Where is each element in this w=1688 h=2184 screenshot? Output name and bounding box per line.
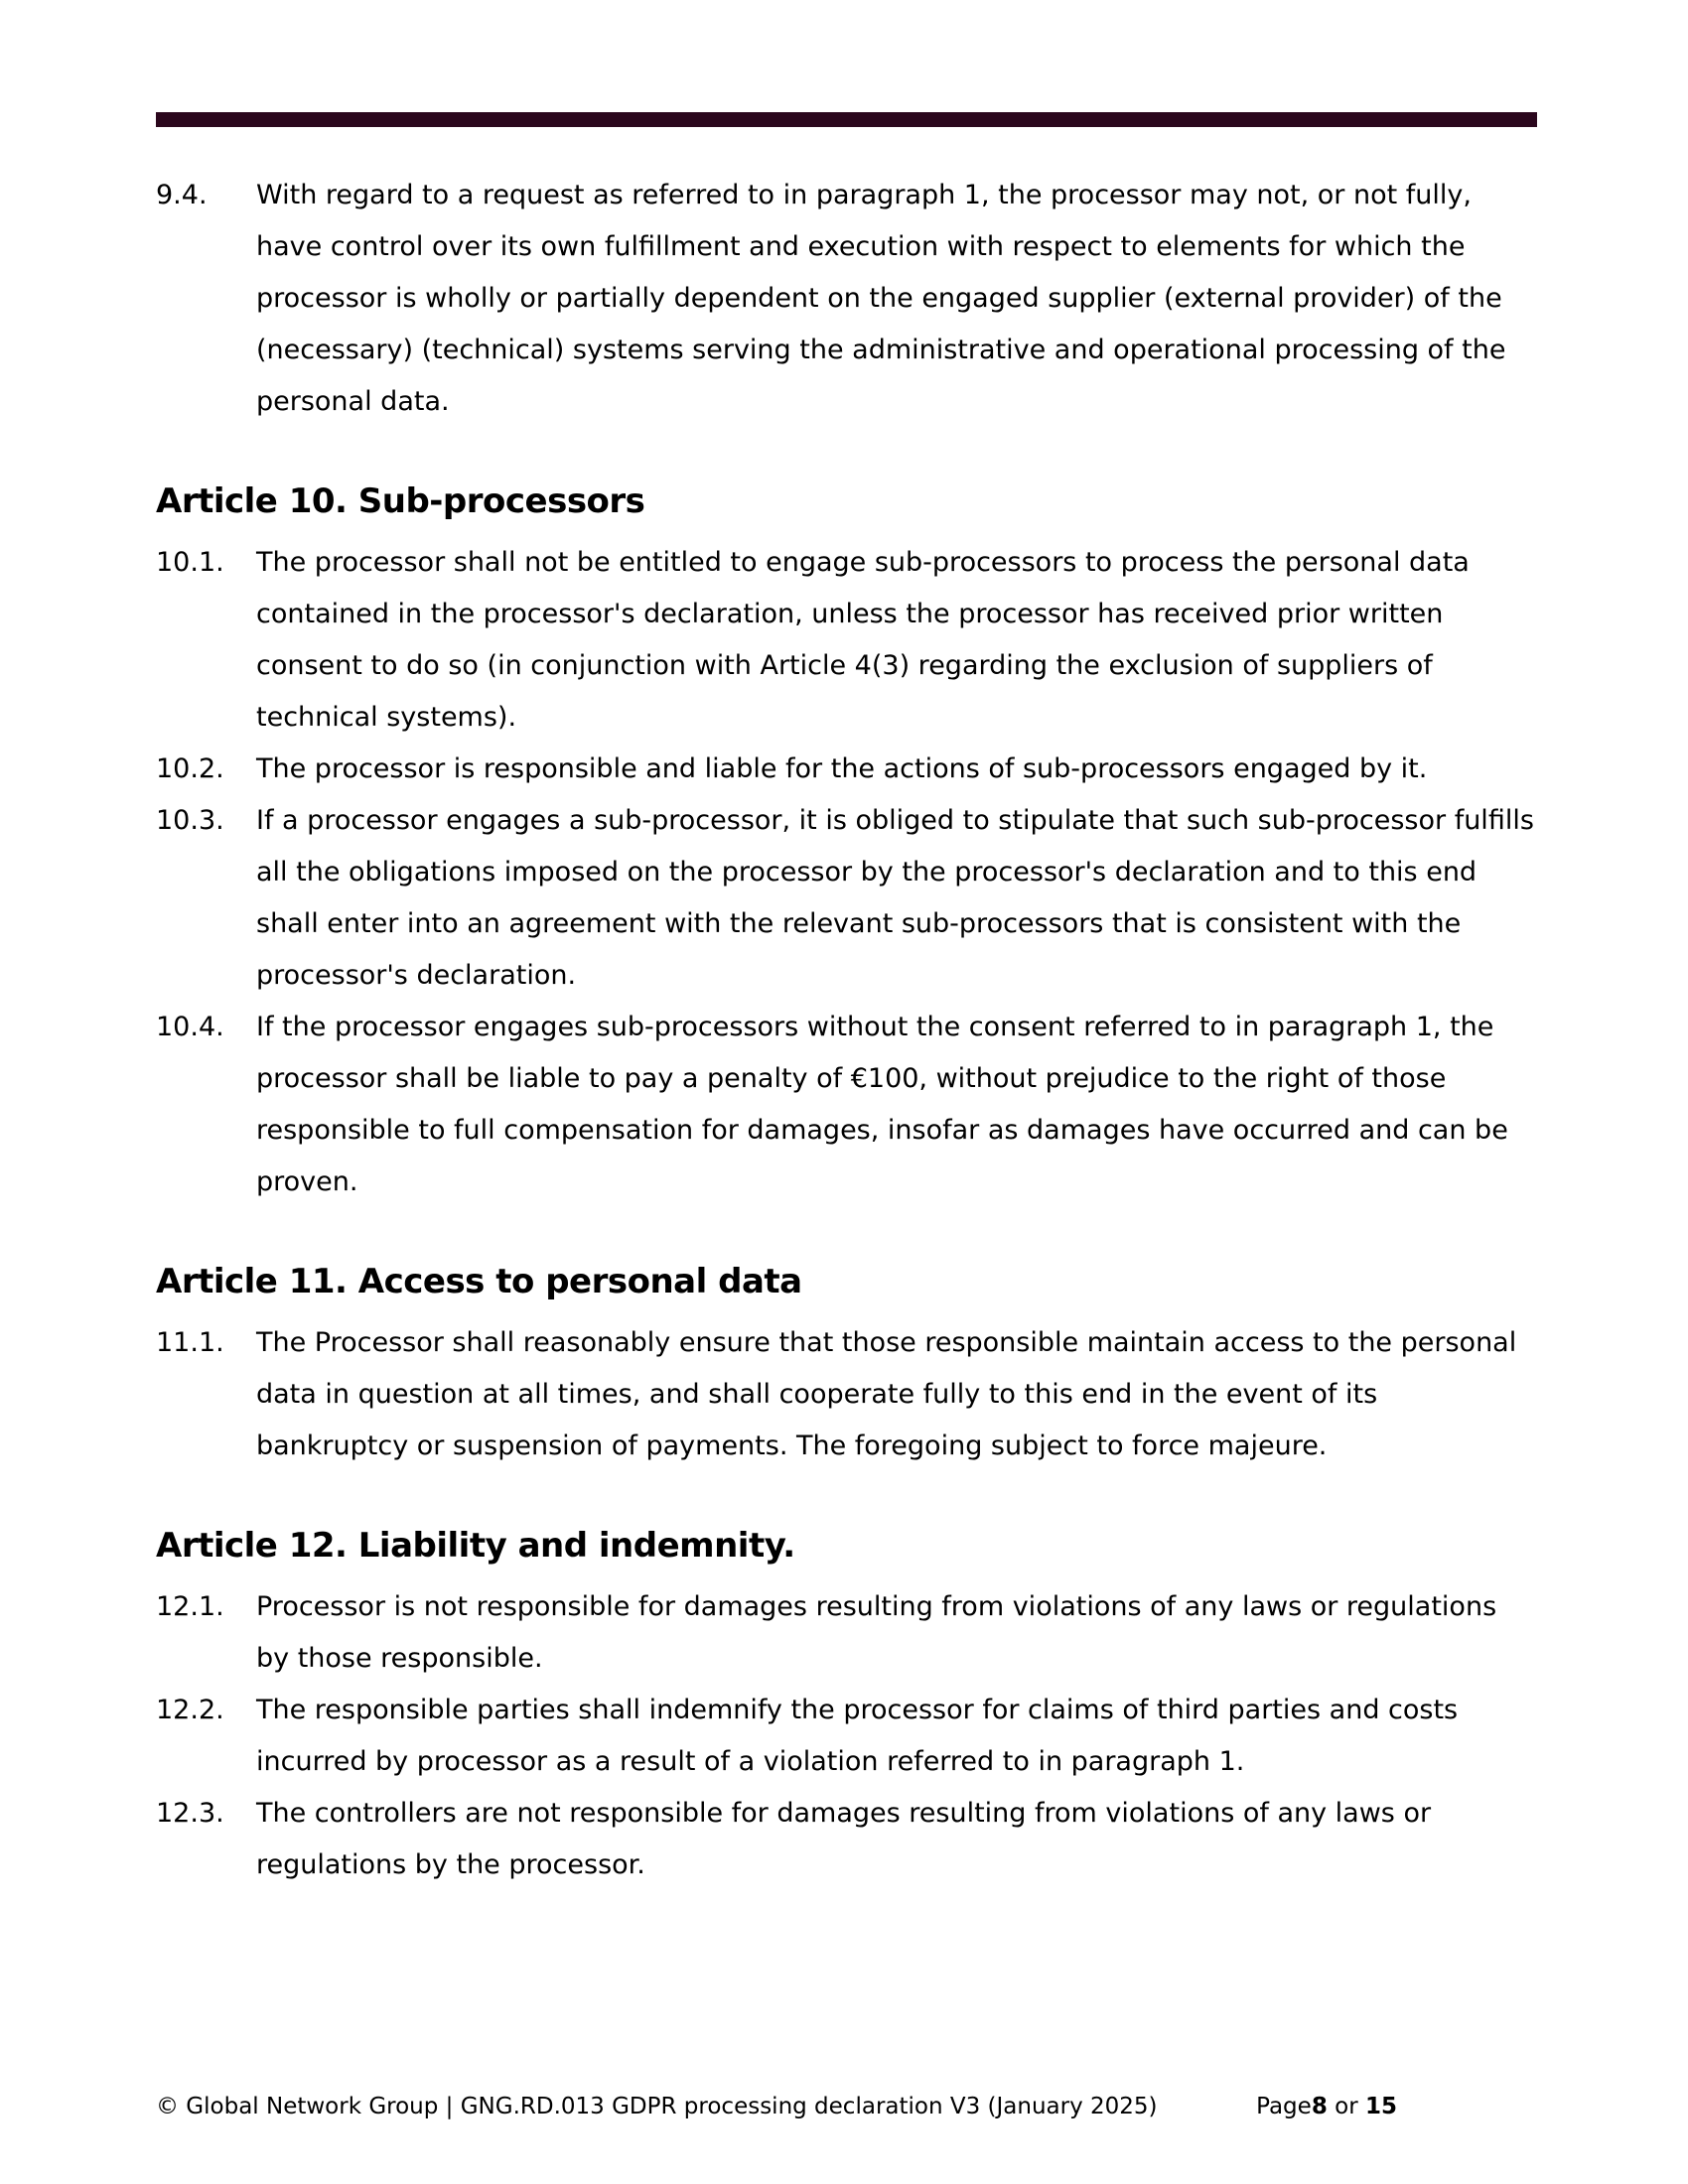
clause-text: The Processor shall reasonably ensure that those responsible maintain access to the personal data in question at all times, and shall cooperate fully to this end in the event of its bankruptcy or suspension of payments. The foregoing subject to force majeure.: [256, 1327, 1517, 1461]
clause-number: 12.3.: [156, 1798, 224, 1829]
page-footer: [156, 2089, 1534, 2124]
clause-text: If the processor engages sub-processors without the consent referred to in paragraph 1, the processor shall be liable to pay a penalty of €100, without prejudice to the right of those responsible to full compensation for damages, insofar as damages have occurred and can be proven.: [256, 1012, 1508, 1197]
top-accent-bar: [156, 112, 1537, 127]
clause-number: 12.2.: [156, 1695, 224, 1725]
clause-text: The controllers are not responsible for damages resulting from violations of any laws or regulations by the processor.: [256, 1798, 1432, 1880]
footer-page-label: Page: [1256, 2094, 1312, 2119]
clause-item: [156, 537, 1534, 744]
clause-number: 12.1.: [156, 1591, 224, 1622]
clause-item: [156, 795, 1534, 1002]
footer-page-separator: or: [1327, 2094, 1365, 2119]
footer-page-info: [1256, 2089, 1397, 2124]
clause-text: Processor is not responsible for damages resulting from violations of any laws or regulations by those responsible.: [256, 1591, 1497, 1674]
clause-number: 10.4.: [156, 1012, 224, 1042]
clause-number: 9.4.: [156, 180, 208, 210]
clause-item: [156, 1317, 1534, 1472]
clause-item: [156, 1002, 1534, 1208]
article-11-heading: Article 11. Access to personal data: [156, 1262, 802, 1301]
clause-text: The responsible parties shall indemnify the processor for claims of third parties and costs incurred by processor as a result of a violation referred to in paragraph 1.: [256, 1695, 1459, 1777]
clause-item: [156, 1685, 1534, 1788]
clause-text: The processor is responsible and liable for the actions of sub-processors engaged by it.: [256, 753, 1428, 784]
article-12-heading: Article 12. Liability and indemnity.: [156, 1526, 795, 1566]
clause-item: [156, 1788, 1534, 1891]
article-10-heading: Article 10. Sub-processors: [156, 481, 645, 521]
clause-number: 10.2.: [156, 753, 224, 784]
footer-page-number: 8: [1311, 2094, 1328, 2119]
clause-item: [156, 170, 1534, 428]
clause-text: With regard to a request as referred to in paragraph 1, the processor may not, or not fully, have control over its own fulfillment and execution with respect to elements for which the processor is wholly or partially dependent on the engaged supplier (external provider) of the (necessary) (technical) systems serving the administrative and operational processing of the personal data.: [256, 180, 1506, 417]
clause-number: 11.1.: [156, 1327, 224, 1358]
clause-number: 10.1.: [156, 547, 224, 578]
footer-page-total: 15: [1364, 2094, 1397, 2119]
clause-item: [156, 1581, 1534, 1685]
footer-copyright: © Global Network Group | GNG.RD.013 GDPR processing declaration V3 (January 2025): [156, 2094, 1158, 2119]
document-body: [156, 127, 1534, 1891]
clause-text: The processor shall not be entitled to engage sub-processors to process the personal data contained in the processor's declaration, unless the processor has received prior written consent to do so (in conjunction with Article 4(3) regarding the exclusion of suppliers of technical systems).: [256, 547, 1470, 733]
clause-item: [156, 744, 1534, 795]
clause-number: 10.3.: [156, 805, 224, 836]
clause-text: If a processor engages a sub-processor, it is obliged to stipulate that such sub-processor fulfills all the obligations imposed on the processor by the processor's declaration and to this end shall enter into an agreement with the relevant sub-processors that is consistent with the processor's declaration.: [256, 805, 1534, 991]
